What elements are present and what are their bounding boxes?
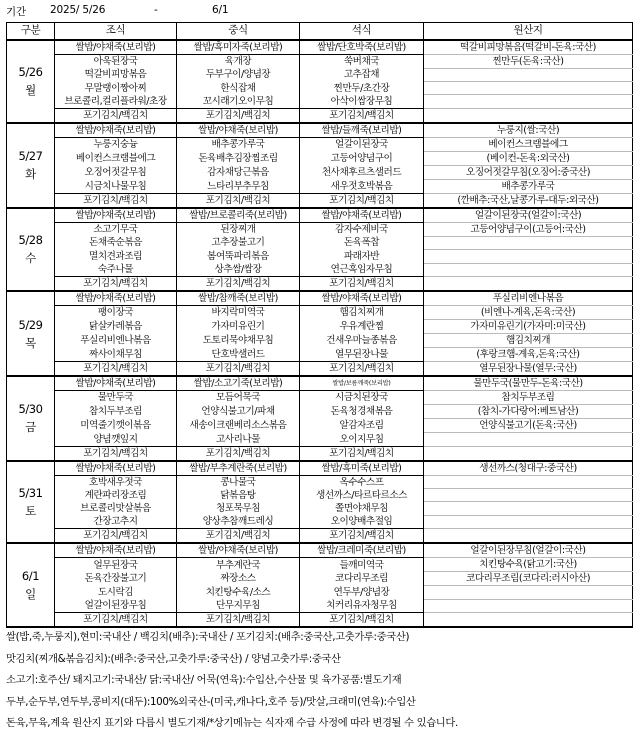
menu-row xyxy=(7,68,633,81)
lunch-item: 육개장 xyxy=(177,54,300,68)
dinner-item: 우유계란찜 xyxy=(300,320,424,334)
day-label xyxy=(7,208,55,291)
lunch-item: 새송이크랜베리소스볶음 xyxy=(177,419,300,433)
dinner-item: 포기김치/백김치 xyxy=(300,108,424,123)
breakfast-item: 멸치견과조림 xyxy=(55,250,177,263)
period-end: 6/1 xyxy=(212,4,229,16)
lunch-item: 상추쌈/쌈장 xyxy=(177,263,300,277)
breakfast-item: 미역줄기깻이볶음 xyxy=(55,419,177,433)
period-start: 2025/ 5/26 xyxy=(50,4,106,16)
dinner-item: 파래자반 xyxy=(300,250,424,263)
origin-item: 얼갈이된장무침(얼갈이:국산) xyxy=(424,543,633,558)
lunch-item: 닭볶음탕 xyxy=(177,489,300,502)
breakfast-item: 참치두부조림 xyxy=(55,405,177,419)
breakfast-item: 얼갈이된장무침 xyxy=(55,599,177,613)
origin-item: 물만두국(물만두-돈육:국산) xyxy=(424,376,633,391)
header-row xyxy=(7,23,633,40)
breakfast-item: 짜사이채무침 xyxy=(55,348,177,362)
dinner-item: 얼갈이된장국 xyxy=(300,137,424,151)
lunch-item: 쌀밥/흑미자죽(보리밥) xyxy=(177,40,300,55)
menu-row xyxy=(7,529,633,544)
day-label xyxy=(7,461,55,544)
origin-notes xyxy=(6,627,638,735)
menu-row xyxy=(7,405,633,419)
origin-item: (후랑크햄-계육,돈육:국산) xyxy=(424,348,633,362)
lunch-item: 배추콩가루국 xyxy=(177,137,300,151)
lunch-item: 치킨탕수육/소스 xyxy=(177,586,300,599)
lunch-item: 돈육배추김장찜조림 xyxy=(177,151,300,165)
menu-row xyxy=(7,572,633,586)
dinner-item: 오이지무침 xyxy=(300,433,424,447)
breakfast-item: 포기김치/백김치 xyxy=(55,529,177,544)
origin-item: 참치두부조림 xyxy=(424,391,633,405)
origin-item: 열무된장나물(열무:국산) xyxy=(424,362,633,377)
dinner-item: 쌀밥/들깨죽(보리밥) xyxy=(300,123,424,138)
breakfast-item: 무말랭이짱아찌 xyxy=(55,81,177,94)
dinner-item: 시금치된장국 xyxy=(300,391,424,405)
menu-row xyxy=(7,137,633,151)
origin-item: 치킨탕수육(닭고기:국산) xyxy=(424,558,633,572)
dinner-item: 들깨미역국 xyxy=(300,558,424,572)
note-line: 두부,순두부,연두부,콩비지(대두):100%외국산-(미국,캐나다,호주 등)/맛살,크래미(연육):수입산 xyxy=(6,695,416,708)
note-line: 소고기:호주산/ 돼지고기:국내산/ 닭:국내산/ 어묵(연육):수입산,수산물 및 육가공품:별도기재 xyxy=(6,674,402,687)
dinner-item: 치커리유자청무침 xyxy=(300,599,424,613)
menu-row xyxy=(7,222,633,236)
breakfast-item: 쌀밥/야채죽(보리밥) xyxy=(55,543,177,558)
dinner-item: 찐만두/초간장 xyxy=(300,81,424,94)
breakfast-item: 쌀밥/야채죽(보리밥) xyxy=(55,461,177,476)
menu-row xyxy=(7,391,633,405)
day-label xyxy=(7,40,55,123)
origin-item xyxy=(424,613,633,628)
menu-row xyxy=(7,334,633,348)
origin-item: 찐만두(돈육:국산) xyxy=(424,54,633,68)
menu-row xyxy=(7,613,633,628)
header-category: 구분 xyxy=(7,23,55,40)
note-line: 돈육,무육,계육 원산지 표기와 다릅시 별도기재/*상기메뉴는 식자재 수급 사정에 따라 변경될 수 있습니다. xyxy=(6,717,458,730)
menu-row xyxy=(7,543,633,558)
menu-row xyxy=(7,362,633,377)
dinner-item: 돈육폭찹 xyxy=(300,236,424,249)
lunch-item: 모듬어묵국 xyxy=(177,391,300,405)
origin-item xyxy=(424,515,633,529)
lunch-item: 포기김치/백김치 xyxy=(177,529,300,544)
lunch-item: 콩나물국 xyxy=(177,475,300,489)
origin-item: 푸실리비엔나볶음 xyxy=(424,291,633,306)
lunch-item: 포기김치/백김치 xyxy=(177,193,300,208)
menu-row xyxy=(7,376,633,391)
origin-item: (참치-가다랑어:베트남산) xyxy=(424,405,633,419)
lunch-item: 포기김치/백김치 xyxy=(177,362,300,377)
dinner-item: 연근흑임자무침 xyxy=(300,263,424,277)
lunch-item: 느타리부추무침 xyxy=(177,179,300,193)
origin-item: (베이컨-돈육:외국산) xyxy=(424,151,633,165)
breakfast-item: 브로콜리,컬리플라워/초장 xyxy=(55,95,177,109)
dinner-item: 쌀밥/흑미죽(보리밥) xyxy=(300,461,424,476)
dinner-item: 돈육청경채볶음 xyxy=(300,405,424,419)
menu-row xyxy=(7,306,633,320)
menu-row xyxy=(7,558,633,572)
breakfast-item: 돈육간장불고기 xyxy=(55,572,177,586)
origin-item xyxy=(424,446,633,461)
dinner-item: 감자수제비국 xyxy=(300,222,424,236)
lunch-item: 쌀밥/소고기죽(보리밥) xyxy=(177,376,300,391)
day-weekday: 일 xyxy=(25,587,36,602)
breakfast-item: 물만두국 xyxy=(55,391,177,405)
breakfast-item: 쌀밥/야채죽(보리밥) xyxy=(55,376,177,391)
origin-item xyxy=(424,236,633,249)
breakfast-item: 계란파리장조림 xyxy=(55,489,177,502)
origin-item: 누룽지(쌀:국산) xyxy=(424,123,633,138)
menu-row xyxy=(7,263,633,277)
lunch-item: 도토리묵야채무침 xyxy=(177,334,300,348)
dinner-item: 포기김치/백김치 xyxy=(300,613,424,628)
period-dash: - xyxy=(154,4,158,16)
day-weekday: 월 xyxy=(25,83,36,98)
dinner-item: 포기김치/백김치 xyxy=(300,529,424,544)
day-weekday: 목 xyxy=(25,335,36,350)
breakfast-item: 닭살카레볶음 xyxy=(55,320,177,334)
breakfast-item: 숙주나물 xyxy=(55,263,177,277)
menu-row xyxy=(7,151,633,165)
menu-row xyxy=(7,123,633,138)
origin-item: 가자미유린기(가자미:미국산) xyxy=(424,320,633,334)
breakfast-item: 베이컨스크램블에그 xyxy=(55,151,177,165)
day-weekday: 화 xyxy=(25,167,36,182)
header-breakfast: 조식 xyxy=(55,23,177,40)
lunch-item: 감자채당근볶음 xyxy=(177,165,300,179)
menu-row xyxy=(7,277,633,292)
breakfast-item: 아욱된장국 xyxy=(55,54,177,68)
breakfast-item: 시금치나물무침 xyxy=(55,179,177,193)
day-date: 5/26 xyxy=(18,65,43,80)
dinner-item: 열무된장나물 xyxy=(300,348,424,362)
breakfast-item: 포기김치/백김치 xyxy=(55,277,177,292)
origin-item: 베이컨스크램블에그 xyxy=(424,137,633,151)
origin-item: 언양식불고기(돈육:국산) xyxy=(424,419,633,433)
origin-item: 얼갈이된장국(얼갈이:국산) xyxy=(424,208,633,223)
day-date: 6/1 xyxy=(21,569,40,584)
breakfast-item: 누룽지숭늉 xyxy=(55,137,177,151)
day-weekday: 토 xyxy=(25,503,36,518)
day-label xyxy=(7,123,55,208)
day-label xyxy=(7,376,55,461)
lunch-item: 포기김치/백김치 xyxy=(177,108,300,123)
dinner-item: 포기김치/백김치 xyxy=(300,362,424,377)
breakfast-item: 포기김치/백김치 xyxy=(55,613,177,628)
menu-row xyxy=(7,95,633,109)
day-date: 5/28 xyxy=(18,233,43,248)
menu-row xyxy=(7,475,633,489)
breakfast-item: 오징어젓갈무침 xyxy=(55,165,177,179)
lunch-item: 쌀밥/야채죽(보리밥) xyxy=(177,543,300,558)
menu-row xyxy=(7,208,633,223)
breakfast-item: 쌀밥/야채죽(보리밥) xyxy=(55,123,177,138)
lunch-item: 단무지무침 xyxy=(177,599,300,613)
breakfast-item: 푸실리비엔나볶음 xyxy=(55,334,177,348)
menu-row xyxy=(7,54,633,68)
dinner-item: 쌀밥/단호박죽(보리밥) xyxy=(300,40,424,55)
dinner-item: 쌀밥/야채죽(보리밥) xyxy=(300,208,424,223)
origin-item: 코다리무조림(코다리:러시아산) xyxy=(424,572,633,586)
breakfast-item: 포기김치/백김치 xyxy=(55,193,177,208)
lunch-item: 고사리나물 xyxy=(177,433,300,447)
menu-row xyxy=(7,250,633,263)
breakfast-item: 돈채죽순볶음 xyxy=(55,236,177,249)
dinner-item: 건새우마늘종볶음 xyxy=(300,334,424,348)
origin-item: (비엔나-계육,돈육:국산) xyxy=(424,306,633,320)
breakfast-item: 양념깻잎지 xyxy=(55,433,177,447)
menu-row xyxy=(7,320,633,334)
origin-item: 오징어젓갈무침(오징어:중국산) xyxy=(424,165,633,179)
breakfast-item: 호박새우젓국 xyxy=(55,475,177,489)
dinner-item: 코다리무조림 xyxy=(300,572,424,586)
menu-row xyxy=(7,108,633,123)
lunch-item: 쌀밥/야채죽(보리밥) xyxy=(177,123,300,138)
origin-item xyxy=(424,586,633,599)
note-line: 쌀(밥,죽,누룽지),현미:국내산 / 백김치(배추):국내산 / 포기김치:(배추:중국산,고춧가루:중국산) xyxy=(6,631,410,643)
origin-item xyxy=(424,277,633,292)
menu-row xyxy=(7,446,633,461)
lunch-item: 포기김치/백김치 xyxy=(177,613,300,628)
day-date: 5/30 xyxy=(18,402,43,417)
menu-row xyxy=(7,502,633,515)
menu-row xyxy=(7,179,633,193)
dinner-item: 쌀밥/크레미죽(보리밥) xyxy=(300,543,424,558)
lunch-item: 가자미유린기 xyxy=(177,320,300,334)
origin-item: 생선까스(청대구:중국산) xyxy=(424,461,633,476)
lunch-item: 포기김치/백김치 xyxy=(177,446,300,461)
dinner-item: 쑥버채국 xyxy=(300,54,424,68)
note-line: 맛김치(찌개&볶음김치):(배추:중국산,고춧가루:중국산) / 양념고춧가루:중국산 xyxy=(6,652,341,665)
menu-row xyxy=(7,236,633,249)
dinner-item: 생선까스/타르타르소스 xyxy=(300,489,424,502)
menu-row xyxy=(7,489,633,502)
origin-item xyxy=(424,263,633,277)
day-weekday: 금 xyxy=(25,420,36,435)
origin-item: (깐배추:국산,날콩가루-대두:외국산) xyxy=(424,193,633,208)
dinner-item: 아삭이쌈장무침 xyxy=(300,95,424,109)
menu-row xyxy=(7,81,633,94)
breakfast-item: 쌀밥/야채죽(보리밥) xyxy=(55,291,177,306)
lunch-item: 단호박샐러드 xyxy=(177,348,300,362)
day-label xyxy=(7,543,55,627)
dinner-item: 옥수수스프 xyxy=(300,475,424,489)
day-date: 5/31 xyxy=(18,485,43,500)
breakfast-item: 브로콜리맛살볶음 xyxy=(55,502,177,515)
lunch-item: 두부구이/양념장 xyxy=(177,68,300,81)
breakfast-item: 팽이장국 xyxy=(55,306,177,320)
menu-row xyxy=(7,40,633,55)
origin-item xyxy=(424,433,633,447)
lunch-item: 봄여뚝파리볶음 xyxy=(177,250,300,263)
origin-item xyxy=(424,599,633,613)
menu-row xyxy=(7,599,633,613)
lunch-item: 된장찌개 xyxy=(177,222,300,236)
day-date: 5/27 xyxy=(18,149,43,164)
lunch-item: 부추계란국 xyxy=(177,558,300,572)
lunch-item: 언양식불고기/파채 xyxy=(177,405,300,419)
menu-body xyxy=(7,40,633,628)
dinner-item: 햄김치찌개 xyxy=(300,306,424,320)
dinner-item: 새우젓호박볶음 xyxy=(300,179,424,193)
lunch-item: 짜장소스 xyxy=(177,572,300,586)
origin-item xyxy=(424,95,633,109)
origin-item xyxy=(424,250,633,263)
dinner-item: 쌀밥/보름깨죽(보리밥) xyxy=(300,376,424,391)
breakfast-item: 쌀밥/야채죽(보리밥) xyxy=(55,40,177,55)
origin-item xyxy=(424,108,633,123)
menu-row xyxy=(7,419,633,433)
lunch-item: 고추장불고기 xyxy=(177,236,300,249)
origin-item xyxy=(424,81,633,94)
dinner-item: 쌀밥/야채죽(보리밥) xyxy=(300,291,424,306)
origin-item xyxy=(424,489,633,502)
dinner-item: 포기김치/백김치 xyxy=(300,446,424,461)
origin-item xyxy=(424,475,633,489)
breakfast-item: 도시락김 xyxy=(55,586,177,599)
period-label: 기간 xyxy=(6,6,26,18)
menu-row xyxy=(7,515,633,529)
menu-row xyxy=(7,433,633,447)
lunch-item: 바지락미역국 xyxy=(177,306,300,320)
menu-table xyxy=(6,22,633,628)
lunch-item: 양상추참깨드레싱 xyxy=(177,515,300,529)
dinner-item: 알감자조림 xyxy=(300,419,424,433)
dinner-item: 천사채후르츠샐러드 xyxy=(300,165,424,179)
dinner-item: 고등어양념구이 xyxy=(300,151,424,165)
origin-item xyxy=(424,529,633,544)
breakfast-item: 얼무된장국 xyxy=(55,558,177,572)
header-origin: 원산지 xyxy=(424,23,633,40)
day-label xyxy=(7,291,55,376)
lunch-item: 한식잡채 xyxy=(177,81,300,94)
origin-item: 배추콩가루국 xyxy=(424,179,633,193)
menu-row xyxy=(7,165,633,179)
origin-item: 햄김치찌개 xyxy=(424,334,633,348)
header-dinner: 석식 xyxy=(300,23,424,40)
breakfast-item: 소고기무국 xyxy=(55,222,177,236)
origin-item: 고등어양념구이(고등어:국산) xyxy=(424,222,633,236)
dinner-item: 쫄면야채무침 xyxy=(300,502,424,515)
breakfast-item: 간장고추지 xyxy=(55,515,177,529)
menu-row xyxy=(7,193,633,208)
dinner-item: 포기김치/백김치 xyxy=(300,277,424,292)
lunch-item: 꼬시래기오이무침 xyxy=(177,95,300,109)
menu-row xyxy=(7,348,633,362)
breakfast-item: 떡갈비피망볶음 xyxy=(55,68,177,81)
menu-row xyxy=(7,291,633,306)
origin-item xyxy=(424,68,633,81)
dinner-item: 오이양배추절임 xyxy=(300,515,424,529)
day-date: 5/29 xyxy=(18,317,43,332)
lunch-item: 청포묵무침 xyxy=(177,502,300,515)
lunch-item: 쌀밥/참깨죽(보리밥) xyxy=(177,291,300,306)
header-lunch: 중식 xyxy=(177,23,300,40)
breakfast-item: 포기김치/백김치 xyxy=(55,108,177,123)
breakfast-item: 포기김치/백김치 xyxy=(55,446,177,461)
day-weekday: 수 xyxy=(25,251,36,266)
breakfast-item: 쌀밥/야채죽(보리밥) xyxy=(55,208,177,223)
breakfast-item: 포기김치/백김치 xyxy=(55,362,177,377)
menu-row xyxy=(7,586,633,599)
lunch-item: 포기김치/백김치 xyxy=(177,277,300,292)
origin-item xyxy=(424,502,633,515)
lunch-item: 쌀밥/부추계란죽(보리밥) xyxy=(177,461,300,476)
menu-row xyxy=(7,461,633,476)
dinner-item: 연두부/양념장 xyxy=(300,586,424,599)
lunch-item: 쌀밥/브로콜리죽(보리밥) xyxy=(177,208,300,223)
dinner-item: 포기김치/백김치 xyxy=(300,193,424,208)
origin-item: 떡갈비피망볶음(떡갈비-돈육:국산) xyxy=(424,40,633,55)
dinner-item: 고추잡채 xyxy=(300,68,424,81)
